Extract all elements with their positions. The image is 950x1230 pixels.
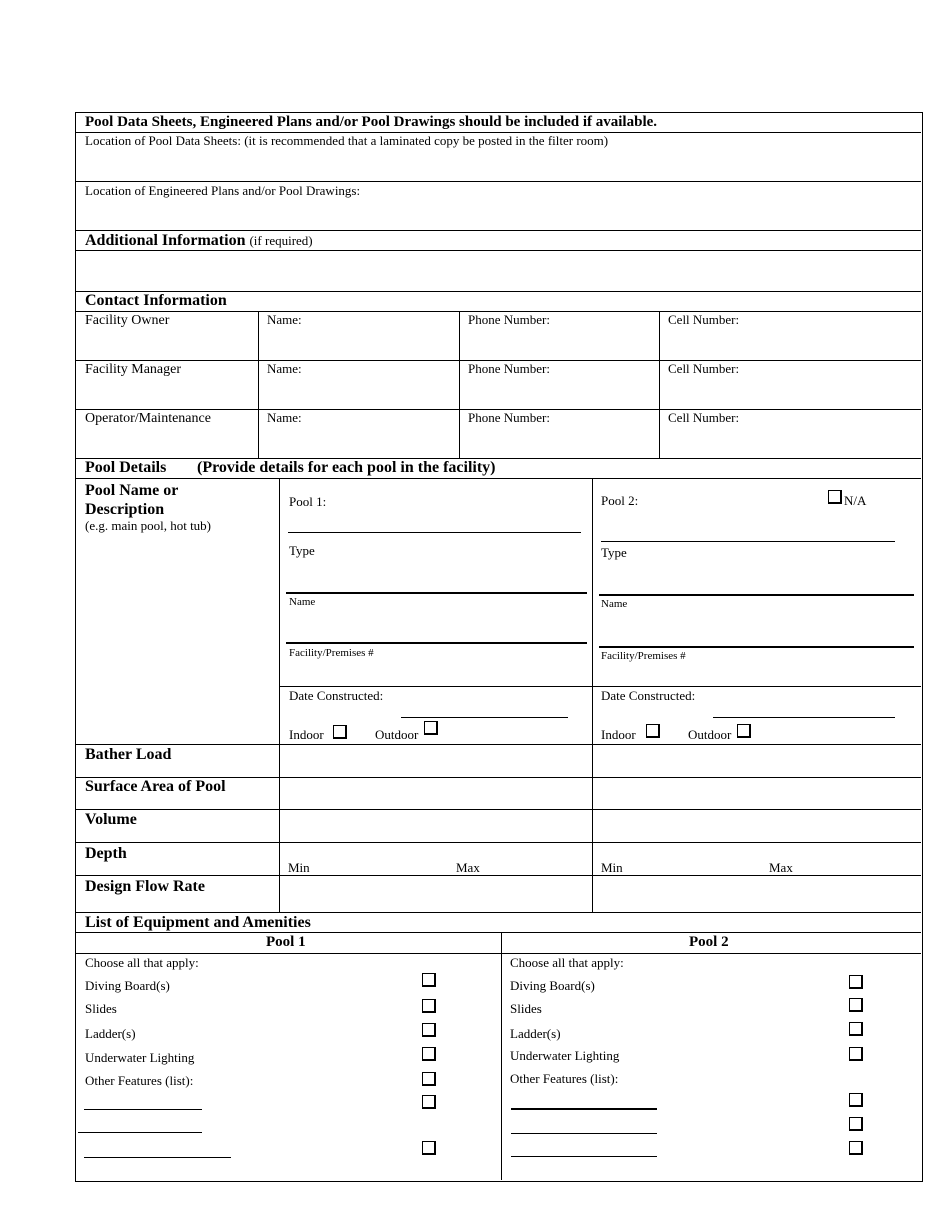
pool-details-subtitle: (Provide details for each pool in the facility): [197, 459, 496, 476]
pool1-item-other: Other Features (list):: [85, 1073, 194, 1088]
operator-name-label: Name:: [267, 410, 302, 425]
pool2-lighting-checkbox[interactable]: [849, 1047, 863, 1061]
pool1-outdoor-label: Outdoor: [375, 727, 419, 742]
pool1-premises-label: Facility/Premises #: [289, 647, 374, 659]
pool2-date-label: Date Constructed:: [601, 688, 696, 703]
operator-cell-label: Cell Number:: [668, 410, 740, 425]
additional-info-heading: [85, 232, 313, 250]
pool2-diving-checkbox[interactable]: [849, 975, 863, 989]
pool1-choose-label: Choose all that apply:: [85, 955, 199, 970]
flow-rate-label: Design Flow Rate: [85, 878, 205, 895]
owner-phone-label: Phone Number:: [468, 312, 550, 327]
pool1-slides-checkbox[interactable]: [422, 999, 436, 1013]
pool2-ladders-checkbox[interactable]: [849, 1022, 863, 1036]
pool1-item-ladders: Ladder(s): [85, 1026, 136, 1041]
pool2-other-line-2[interactable]: [511, 1133, 657, 1134]
contact-title: Contact Information: [85, 292, 227, 309]
pool1-indoor-label: Indoor: [289, 727, 324, 742]
bather-load-label: Bather Load: [85, 746, 172, 763]
additional-info-title: Additional Information: [85, 232, 246, 249]
pool2-type-label: Type: [601, 545, 627, 560]
pool2-depth-max: Max: [769, 860, 793, 875]
pool1-date-field[interactable]: [401, 717, 568, 718]
manager-cell-label: Cell Number:: [668, 361, 740, 376]
pool1-ladders-checkbox[interactable]: [422, 1023, 436, 1037]
pool1-indoor-checkbox[interactable]: [333, 725, 347, 739]
pool1-depth-max: Max: [456, 860, 480, 875]
pool-name-example: (e.g. main pool, hot tub): [85, 518, 212, 533]
pool1-other-line-3[interactable]: [84, 1157, 231, 1158]
manager-phone-label: Phone Number:: [468, 361, 550, 376]
equipment-title: List of Equipment and Amenities: [85, 914, 311, 931]
pool1-name-field[interactable]: [288, 532, 581, 533]
pool2-na-label: N/A: [844, 493, 867, 508]
equipment-pool2-header: Pool 2: [689, 934, 729, 950]
pool2-item-other: Other Features (list):: [510, 1071, 619, 1086]
pool2-outdoor-label: Outdoor: [688, 727, 732, 742]
pool1-other-line-2[interactable]: [78, 1132, 202, 1133]
pool2-other-2-checkbox[interactable]: [849, 1117, 863, 1131]
pool1-date-label: Date Constructed:: [289, 688, 384, 703]
pool2-item-diving: Diving Board(s): [510, 978, 595, 993]
pool1-lighting-checkbox[interactable]: [422, 1047, 436, 1061]
contact-role-operator: Operator/Maintenance: [85, 411, 211, 426]
pool2-item-lighting: Underwater Lighting: [510, 1048, 620, 1063]
pool1-name-field-label: Name: [289, 596, 316, 608]
pool2-na-checkbox[interactable]: [828, 490, 842, 504]
location-data-sheets-label: Location of Pool Data Sheets: (it is recommended that a laminated copy be posted in the filter room): [85, 133, 609, 148]
pool1-other-checkbox[interactable]: [422, 1072, 436, 1086]
operator-phone-label: Phone Number:: [468, 410, 550, 425]
pool2-other-3-checkbox[interactable]: [849, 1141, 863, 1155]
pool2-other-line-3[interactable]: [511, 1156, 657, 1157]
pool2-slides-checkbox[interactable]: [849, 998, 863, 1012]
pool2-indoor-label: Indoor: [601, 727, 636, 742]
pool1-other-3-checkbox[interactable]: [422, 1141, 436, 1155]
location-plans-label: Location of Engineered Plans and/or Pool Drawings:: [85, 183, 361, 198]
pool1-other-1-checkbox[interactable]: [422, 1095, 436, 1109]
pool1-label: Pool 1:: [289, 494, 327, 509]
header-note: Pool Data Sheets, Engineered Plans and/or Pool Drawings should be included if available.: [85, 114, 658, 130]
pool2-item-ladders: Ladder(s): [510, 1026, 561, 1041]
pool1-item-diving: Diving Board(s): [85, 978, 170, 993]
pool1-item-slides: Slides: [85, 1001, 117, 1016]
pool2-outdoor-checkbox[interactable]: [737, 724, 751, 738]
pool2-depth-min: Min: [601, 860, 623, 875]
pool1-outdoor-checkbox[interactable]: [424, 721, 438, 735]
owner-cell-label: Cell Number:: [668, 312, 740, 327]
additional-info-note: (if required): [249, 233, 313, 248]
pool1-type-field[interactable]: [286, 592, 587, 594]
pool2-name-field[interactable]: [601, 541, 895, 542]
volume-label: Volume: [85, 811, 137, 828]
depth-label: Depth: [85, 845, 127, 862]
pool2-other-1-checkbox[interactable]: [849, 1093, 863, 1107]
manager-name-label: Name:: [267, 361, 302, 376]
pool2-premises-label: Facility/Premises #: [601, 650, 686, 662]
pool1-premises-field[interactable]: [286, 642, 587, 644]
pool-details-title: Pool Details: [85, 459, 167, 476]
pool-name-label: Pool Name or Description: [85, 482, 179, 518]
surface-area-label: Surface Area of Pool: [85, 778, 226, 795]
pool1-depth-min: Min: [288, 860, 310, 875]
contact-role-owner: Facility Owner: [85, 313, 170, 328]
pool2-date-field[interactable]: [713, 717, 895, 718]
pool2-name-field-label: Name: [601, 598, 628, 610]
pool2-premises-field[interactable]: [599, 646, 914, 648]
owner-name-label: Name:: [267, 312, 302, 327]
pool2-label: Pool 2:: [601, 493, 639, 508]
pool1-other-line-1[interactable]: [84, 1109, 202, 1110]
pool2-choose-label: Choose all that apply:: [510, 955, 624, 970]
equipment-pool1-header: Pool 1: [266, 934, 306, 950]
pool1-type-label: Type: [289, 543, 315, 558]
pool2-indoor-checkbox[interactable]: [646, 724, 660, 738]
pool1-diving-checkbox[interactable]: [422, 973, 436, 987]
pool2-other-line-1[interactable]: [511, 1108, 657, 1110]
pool2-type-field[interactable]: [599, 594, 914, 596]
pool1-item-lighting: Underwater Lighting: [85, 1050, 195, 1065]
contact-role-manager: Facility Manager: [85, 362, 182, 377]
pool2-item-slides: Slides: [510, 1001, 542, 1016]
